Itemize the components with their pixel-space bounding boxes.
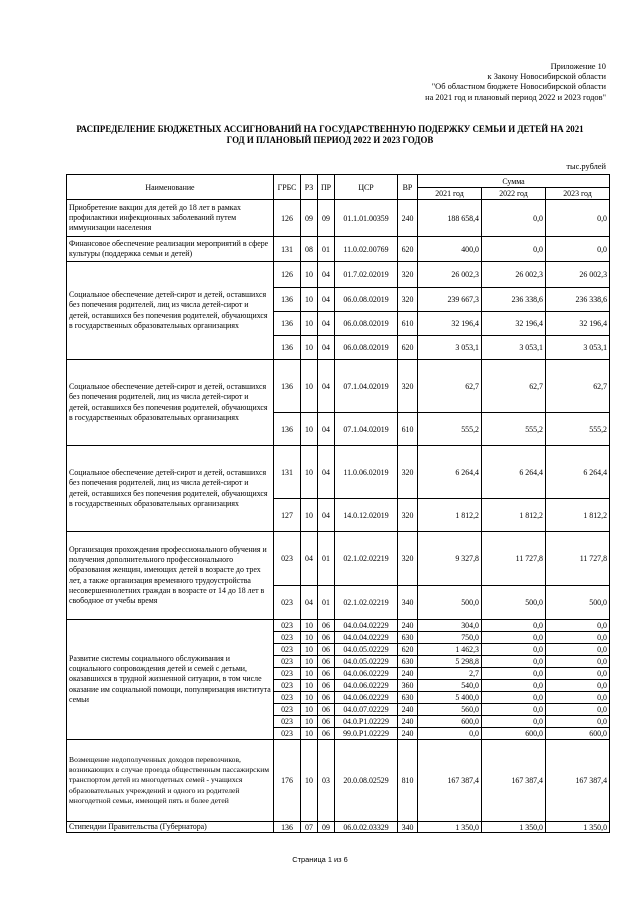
amount-2021-cell: 1 350,0 [418,822,482,833]
document-title: РАСПРЕДЕЛЕНИЕ БЮДЖЕТНЫХ АССИГНОВАНИЙ НА ГОСУДАРСТВЕННУЮ ПОДЕРЖКУ СЕМЬИ И ДЕТЕЙ НА 2021 ГОД И ПЛАНОВЫЙ ПЕРИОД 2022 И 2023 ГОДОВ [76,124,584,145]
grbs-cell: 023 [274,704,301,716]
program-name-cell: Возмещение недополученных доходов перевозчиков, возникающих в случае проезда общественным пассажирским транспортом детей из многодетных семей - учащихся образовательных учреждений и одного из родителей многодетной семьи, имеющей пять и более детей [67,740,274,822]
rz-cell: 10 [301,446,318,499]
grbs-cell: 023 [274,644,301,656]
pr-cell: 06 [318,680,335,692]
table-row [67,446,610,499]
column-header-pr: ПР [318,175,335,200]
csr-cell: 04.0.07.02229 [335,704,398,716]
csr-cell: 04.0.06.02229 [335,692,398,704]
grbs-cell: 023 [274,728,301,740]
amount-2021-cell: 750,0 [418,632,482,644]
amount-2022-cell: 236 338,6 [482,288,546,312]
column-header-2022: 2022 год [482,188,546,200]
vr-cell: 340 [398,822,418,833]
amount-2021-cell: 600,0 [418,716,482,728]
column-header-name: Наименование [67,175,274,200]
rz-cell: 08 [301,237,318,262]
grbs-cell: 023 [274,680,301,692]
vr-cell: 320 [398,288,418,312]
vr-cell: 320 [398,262,418,288]
rz-cell: 10 [301,644,318,656]
grbs-cell: 136 [274,360,301,413]
amount-2023-cell: 0,0 [546,644,610,656]
grbs-cell: 126 [274,200,301,237]
program-name-cell: Развитие системы социального обслуживания и социального сопровождения детей и семей с детьми, оказавшихся в трудной жизненной ситуации, в том числе оказание им социальной помощи, популяризация института семьи [67,620,274,740]
rz-cell: 10 [301,312,318,336]
amount-2021-cell: 5 400,0 [418,692,482,704]
pr-cell: 09 [318,200,335,237]
table-row [67,822,610,833]
rz-cell: 07 [301,822,318,833]
column-header-sum: Сумма [418,175,610,188]
amount-2022-cell: 600,0 [482,728,546,740]
amount-2023-cell: 0,0 [546,704,610,716]
grbs-cell: 127 [274,499,301,532]
pr-cell: 06 [318,728,335,740]
vr-cell: 240 [398,716,418,728]
rz-cell: 10 [301,632,318,644]
grbs-cell: 136 [274,336,301,360]
rz-cell: 04 [301,586,318,620]
table-row [67,620,610,632]
units-label: тыс.рублей [566,162,606,171]
amount-2023-cell: 0,0 [546,632,610,644]
amount-2023-cell: 11 727,8 [546,532,610,586]
amount-2022-cell: 6 264,4 [482,446,546,499]
rz-cell: 10 [301,704,318,716]
amount-2023-cell: 0,0 [546,620,610,632]
pr-cell: 06 [318,704,335,716]
csr-cell: 06.0.08.02019 [335,288,398,312]
amount-2022-cell: 1 812,2 [482,499,546,532]
amount-2021-cell: 0,0 [418,728,482,740]
amount-2021-cell: 400,0 [418,237,482,262]
amount-2021-cell: 167 387,4 [418,740,482,822]
amount-2021-cell: 304,0 [418,620,482,632]
vr-cell: 240 [398,620,418,632]
rz-cell: 10 [301,499,318,532]
grbs-cell: 023 [274,620,301,632]
amount-2022-cell: 62,7 [482,360,546,413]
pr-cell: 01 [318,532,335,586]
grbs-cell: 126 [274,262,301,288]
pr-cell: 06 [318,632,335,644]
pr-cell: 03 [318,740,335,822]
vr-cell: 630 [398,632,418,644]
amount-2023-cell: 62,7 [546,360,610,413]
pr-cell: 04 [318,360,335,413]
amount-2023-cell: 0,0 [546,716,610,728]
vr-cell: 320 [398,499,418,532]
csr-cell: 04.0.06.02229 [335,668,398,680]
vr-cell: 320 [398,532,418,586]
amount-2022-cell: 26 002,3 [482,262,546,288]
csr-cell: 02.1.02.02219 [335,586,398,620]
rz-cell: 10 [301,740,318,822]
amount-2021-cell: 6 264,4 [418,446,482,499]
vr-cell: 620 [398,237,418,262]
grbs-cell: 136 [274,413,301,446]
csr-cell: 06.0.02.03329 [335,822,398,833]
amount-2023-cell: 0,0 [546,200,610,237]
amount-2021-cell: 32 196,4 [418,312,482,336]
csr-cell: 04.0.P1.02229 [335,716,398,728]
csr-cell: 02.1.02.02219 [335,532,398,586]
csr-cell: 07.1.04.02019 [335,413,398,446]
amount-2021-cell: 555,2 [418,413,482,446]
amount-2022-cell: 167 387,4 [482,740,546,822]
rz-cell: 10 [301,620,318,632]
pr-cell: 01 [318,586,335,620]
pr-cell: 04 [318,312,335,336]
csr-cell: 14.0.12.02019 [335,499,398,532]
rz-cell: 10 [301,668,318,680]
amount-2023-cell: 26 002,3 [546,262,610,288]
rz-cell: 10 [301,360,318,413]
amount-2023-cell: 32 196,4 [546,312,610,336]
program-name-cell: Организация прохождения профессионального обучения и получения дополнительного профессионального образования женщин, имеющих детей в возрасте до трех лет, а также организация временного трудоустройства несовершеннолетних граждан в возрасте от 14 до 18 лет в свободное от учебы время [67,532,274,620]
amount-2021-cell: 500,0 [418,586,482,620]
column-header-rz: РЗ [301,175,318,200]
amount-2022-cell: 0,0 [482,632,546,644]
csr-cell: 99.0.P1.02229 [335,728,398,740]
amount-2023-cell: 1 812,2 [546,499,610,532]
rz-cell: 10 [301,728,318,740]
grbs-cell: 136 [274,312,301,336]
table-row [67,200,610,237]
pr-cell: 06 [318,644,335,656]
pr-cell: 04 [318,446,335,499]
grbs-cell: 023 [274,716,301,728]
amount-2023-cell: 0,0 [546,656,610,668]
vr-cell: 240 [398,704,418,716]
rz-cell: 10 [301,262,318,288]
amount-2022-cell: 0,0 [482,668,546,680]
csr-cell: 04.0.04.02229 [335,620,398,632]
appendix-block [425,62,606,103]
amount-2021-cell: 1 462,3 [418,644,482,656]
appendix-line: к Закону Новосибирской области [487,72,606,82]
amount-2022-cell: 0,0 [482,716,546,728]
amount-2023-cell: 0,0 [546,668,610,680]
csr-cell: 04.0.05.02229 [335,656,398,668]
amount-2023-cell: 167 387,4 [546,740,610,822]
rz-cell: 10 [301,680,318,692]
grbs-cell: 176 [274,740,301,822]
pr-cell: 06 [318,620,335,632]
grbs-cell: 023 [274,532,301,586]
rz-cell: 10 [301,288,318,312]
amount-2021-cell: 560,0 [418,704,482,716]
amount-2022-cell: 0,0 [482,692,546,704]
pr-cell: 04 [318,336,335,360]
rz-cell: 10 [301,413,318,446]
amount-2022-cell: 0,0 [482,237,546,262]
pr-cell: 06 [318,668,335,680]
amount-2021-cell: 188 658,4 [418,200,482,237]
csr-cell: 01.7.02.02019 [335,262,398,288]
pr-cell: 04 [318,499,335,532]
rz-cell: 09 [301,200,318,237]
csr-cell: 06.0.08.02019 [335,312,398,336]
amount-2022-cell: 0,0 [482,680,546,692]
amount-2022-cell: 555,2 [482,413,546,446]
program-name-cell: Приобретение вакцин для детей до 18 лет в рамках профилактики инфекционных заболеваний путем иммунизации населения [67,200,274,237]
pr-cell: 09 [318,822,335,833]
page-footer: Страница 1 из 6 [292,855,348,864]
amount-2021-cell: 3 053,1 [418,336,482,360]
pr-cell: 01 [318,237,335,262]
vr-cell: 240 [398,668,418,680]
appendix-line: Приложение 10 [550,62,606,71]
amount-2021-cell: 62,7 [418,360,482,413]
amount-2023-cell: 0,0 [546,237,610,262]
amount-2023-cell: 1 350,0 [546,822,610,833]
amount-2021-cell: 1 812,2 [418,499,482,532]
grbs-cell: 023 [274,668,301,680]
csr-cell: 04.0.06.02229 [335,680,398,692]
vr-cell: 620 [398,644,418,656]
csr-cell: 11.0.02.00769 [335,237,398,262]
appendix-line: "Об областном бюджете Новосибирской области [431,82,606,92]
grbs-cell: 023 [274,656,301,668]
amount-2022-cell: 0,0 [482,644,546,656]
amount-2022-cell: 3 053,1 [482,336,546,360]
amount-2023-cell: 600,0 [546,728,610,740]
column-header-2021: 2021 год [418,188,482,200]
vr-cell: 320 [398,360,418,413]
amount-2021-cell: 239 667,3 [418,288,482,312]
csr-cell: 20.0.08.02529 [335,740,398,822]
program-name-cell: Социальное обеспечение детей-сирот и детей, оставшихся без попечения родителей, лиц из числа детей-сирот и детей, оставшихся без попечения родителей, обучающихся в государственных образовательных организациях [67,446,274,532]
grbs-cell: 023 [274,586,301,620]
rz-cell: 10 [301,656,318,668]
pr-cell: 06 [318,656,335,668]
rz-cell: 10 [301,692,318,704]
pr-cell: 04 [318,413,335,446]
amount-2021-cell: 9 327,8 [418,532,482,586]
amount-2023-cell: 3 053,1 [546,336,610,360]
program-name-cell: Финансовое обеспечение реализации мероприятий в сфере культуры (поддержка семьи и детей) [67,237,274,262]
amount-2022-cell: 0,0 [482,656,546,668]
column-header-vr: ВР [398,175,418,200]
grbs-cell: 136 [274,288,301,312]
vr-cell: 360 [398,680,418,692]
csr-cell: 07.1.04.02019 [335,360,398,413]
csr-cell: 04.0.04.02229 [335,632,398,644]
vr-cell: 340 [398,586,418,620]
amount-2023-cell: 555,2 [546,413,610,446]
grbs-cell: 023 [274,692,301,704]
vr-cell: 320 [398,446,418,499]
csr-cell: 04.0.05.02229 [335,644,398,656]
rz-cell: 10 [301,716,318,728]
column-header-grbs: ГРБС [274,175,301,200]
budget-table-body [67,200,610,833]
vr-cell: 620 [398,336,418,360]
vr-cell: 810 [398,740,418,822]
table-row [67,262,610,288]
grbs-cell: 131 [274,237,301,262]
table-row [67,360,610,413]
grbs-cell: 136 [274,822,301,833]
column-header-csr: ЦСР [335,175,398,200]
table-row [67,237,610,262]
amount-2022-cell: 0,0 [482,200,546,237]
amount-2023-cell: 6 264,4 [546,446,610,499]
appendix-line: на 2021 год и плановый период 2022 и 2023 годов" [425,92,606,102]
vr-cell: 610 [398,413,418,446]
amount-2023-cell: 236 338,6 [546,288,610,312]
amount-2021-cell: 5 298,8 [418,656,482,668]
amount-2022-cell: 11 727,8 [482,532,546,586]
rz-cell: 04 [301,532,318,586]
amount-2021-cell: 540,0 [418,680,482,692]
vr-cell: 630 [398,656,418,668]
grbs-cell: 023 [274,632,301,644]
amount-2022-cell: 500,0 [482,586,546,620]
column-header-2023: 2023 год [546,188,610,200]
amount-2023-cell: 0,0 [546,692,610,704]
amount-2022-cell: 1 350,0 [482,822,546,833]
vr-cell: 240 [398,728,418,740]
vr-cell: 610 [398,312,418,336]
amount-2021-cell: 2,7 [418,668,482,680]
pr-cell: 04 [318,288,335,312]
program-name-cell: Социальное обеспечение детей-сирот и детей, оставшихся без попечения родителей, лиц из числа детей-сирот и детей, оставшихся без попечения родителей, обучающихся в государственных образовательных организациях [67,262,274,360]
rz-cell: 10 [301,336,318,360]
table-row [67,740,610,822]
amount-2023-cell: 500,0 [546,586,610,620]
budget-table [66,174,610,833]
pr-cell: 06 [318,716,335,728]
csr-cell: 06.0.08.02019 [335,336,398,360]
pr-cell: 04 [318,262,335,288]
table-row [67,532,610,586]
amount-2023-cell: 0,0 [546,680,610,692]
amount-2022-cell: 32 196,4 [482,312,546,336]
csr-cell: 01.1.01.00359 [335,200,398,237]
grbs-cell: 131 [274,446,301,499]
vr-cell: 240 [398,200,418,237]
program-name-cell: Социальное обеспечение детей-сирот и детей, оставшихся без попечения родителей, лиц из числа детей-сирот и детей, оставшихся без попечения родителей, обучающихся в государственных образовательных организациях [67,360,274,446]
vr-cell: 630 [398,692,418,704]
amount-2021-cell: 26 002,3 [418,262,482,288]
csr-cell: 11.0.06.02019 [335,446,398,499]
program-name-cell: Стипендии Правительства (Губернатора) [67,822,274,833]
amount-2022-cell: 0,0 [482,620,546,632]
pr-cell: 06 [318,692,335,704]
amount-2022-cell: 0,0 [482,704,546,716]
